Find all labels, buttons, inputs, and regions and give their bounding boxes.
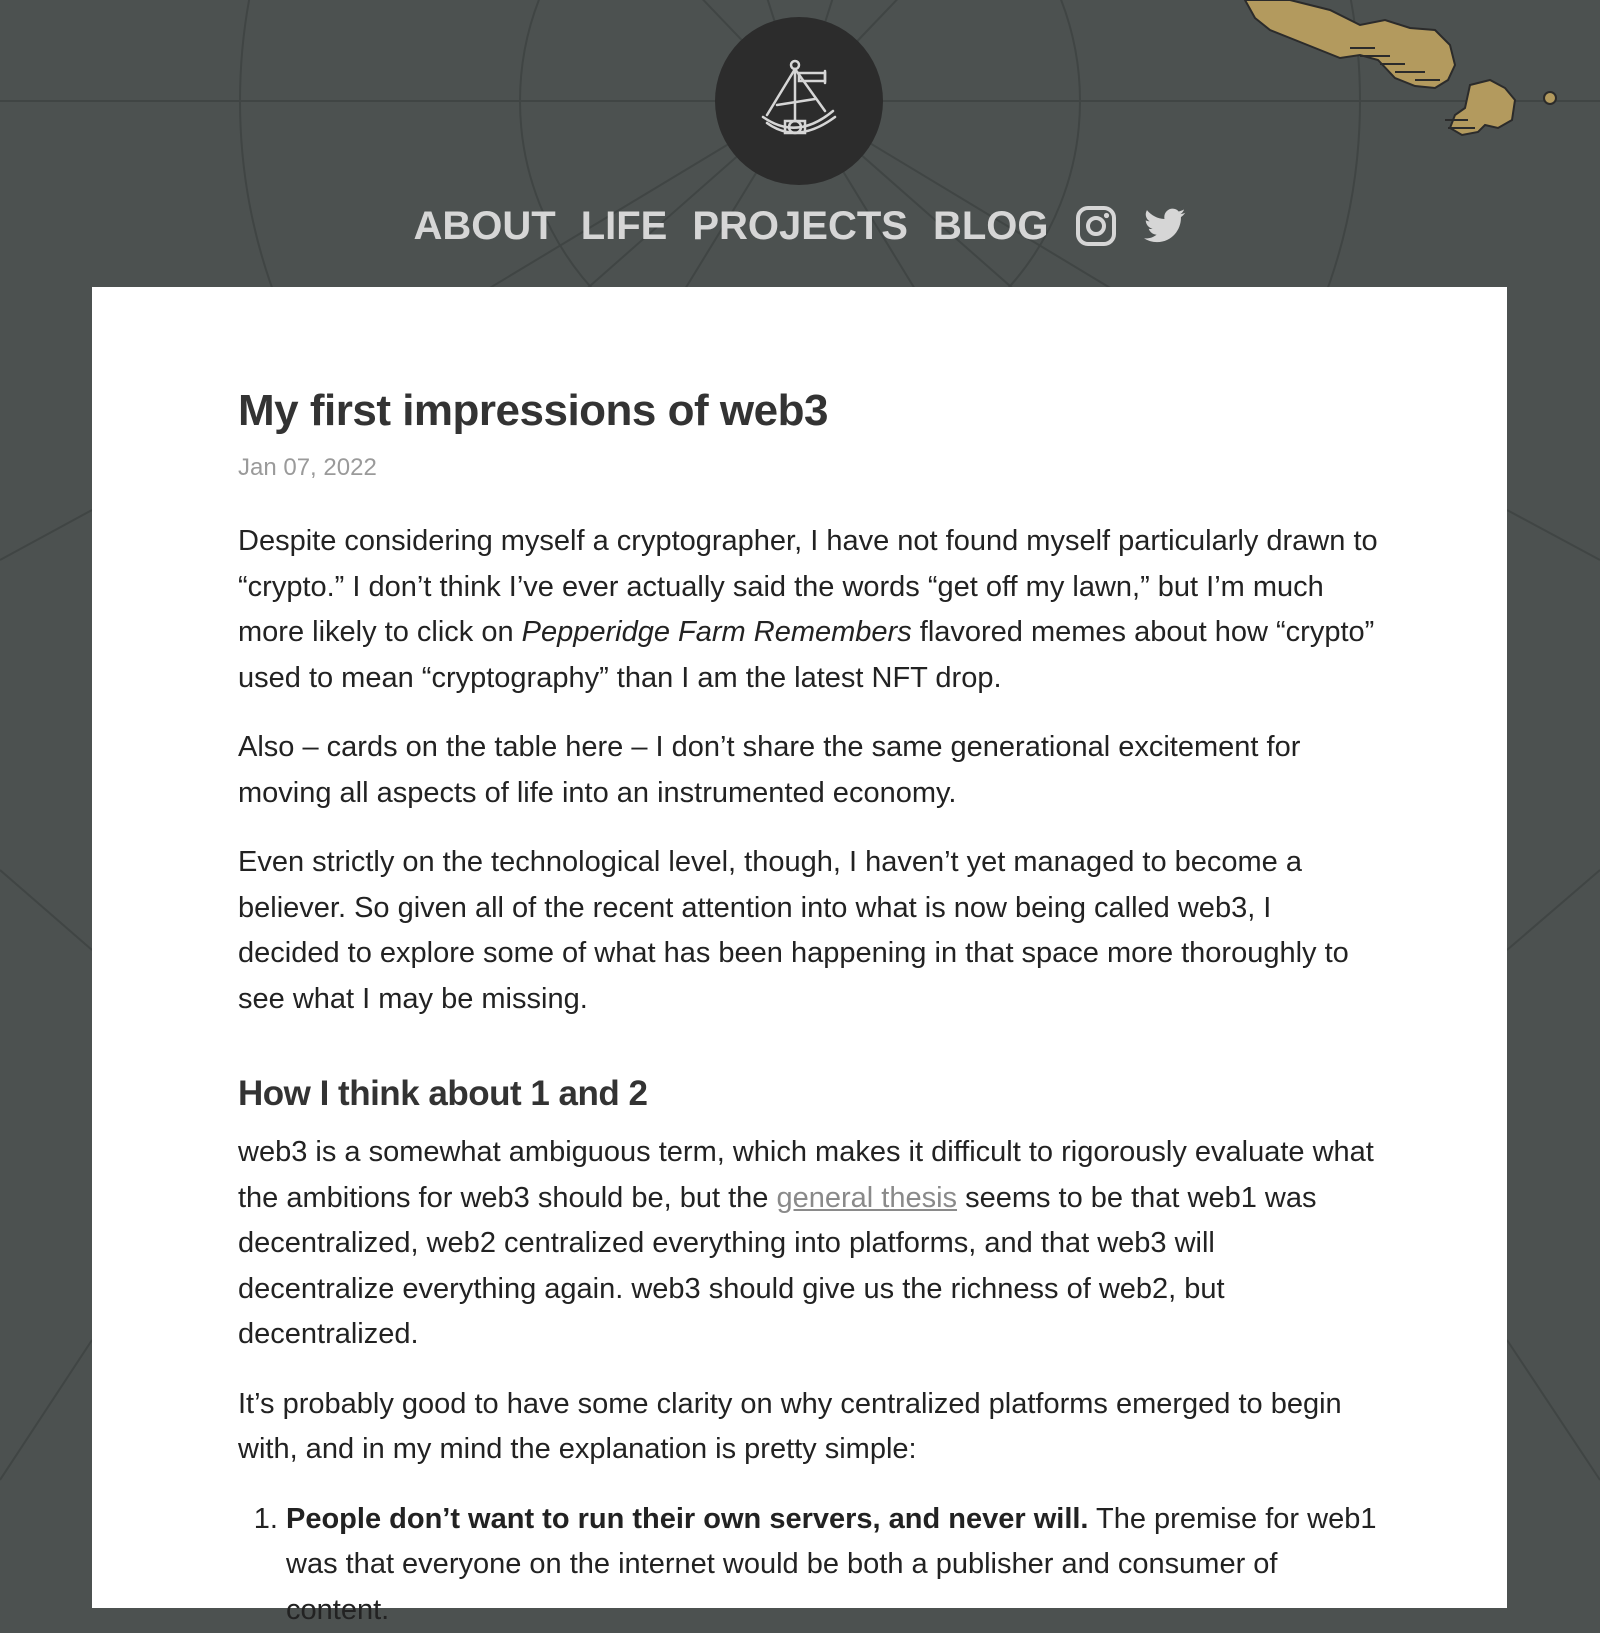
paragraph-intro-emphasis: Pepperidge Farm Remembers <box>522 616 912 648</box>
article-card <box>92 287 1507 1608</box>
paragraph-intro <box>238 519 1378 701</box>
instagram-link[interactable] <box>1074 204 1118 248</box>
sextant-icon <box>757 59 841 143</box>
paragraph-centralized-platforms: It’s probably good to have some clarity on why centralized platforms emerged to begin with, and in my mind the explanation is pretty simple: <box>238 1382 1378 1473</box>
nav-projects[interactable]: PROJECTS <box>692 198 908 254</box>
list-item-text: The premise for web1 was that everyone on the internet would be both a publisher and consumer of content. <box>286 1503 1376 1626</box>
nav-about[interactable]: ABOUT <box>413 198 555 254</box>
paragraph-thesis-text-b: seems to be that web1 was decentralized, web2 centralized everything into platforms, and that web3 will decentralize everything again. web3 should give us the richness of web2, but decentralized. <box>238 1182 1317 1351</box>
section-heading: How I think about 1 and 2 <box>238 1070 1378 1118</box>
main-nav <box>0 198 1600 254</box>
list-item-bold: People don’t want to run their own servers, and never will. <box>286 1503 1088 1535</box>
paragraph-thesis <box>238 1130 1378 1358</box>
article-title: My first impressions of web3 <box>238 385 1378 437</box>
nav-blog[interactable]: BLOG <box>933 198 1049 254</box>
paragraph-thesis-text-a: web3 is a somewhat ambiguous term, which makes it difficult to rigorously evaluate what the ambitions for web3 should be, but the <box>238 1136 1374 1214</box>
article-date: Jan 07, 2022 <box>238 453 1378 483</box>
instagram-icon <box>1075 205 1117 247</box>
site-logo[interactable] <box>715 17 883 185</box>
twitter-icon <box>1144 208 1186 244</box>
paragraph-cards-on-table: Also – cards on the table here – I don’t share the same generational excitement for moving all aspects of life into an instrumented economy. <box>238 725 1378 816</box>
twitter-link[interactable] <box>1143 204 1187 248</box>
paragraph-intro-text-a: Despite considering myself a cryptographer, I have not found myself particularly drawn to “crypto.” I don’t think I’ve ever actually said the words “get off my lawn,” but I’m much more likely to click on <box>238 525 1378 648</box>
nav-life[interactable]: LIFE <box>581 198 668 254</box>
reasons-list <box>238 1497 1378 1633</box>
article <box>238 385 1378 1633</box>
list-item <box>286 1497 1378 1633</box>
paragraph-intro-text-b: flavored memes about how “crypto” used to mean “cryptography” than I am the latest NFT drop. <box>238 616 1374 694</box>
general-thesis-link[interactable]: general thesis <box>776 1182 957 1214</box>
paragraph-believer: Even strictly on the technological level, though, I haven’t yet managed to become a believer. So given all of the recent attention into what is now being called web3, I decided to explore some of what has been happening in that space more thoroughly to see what I may be missing. <box>238 840 1378 1022</box>
site-header <box>0 0 1600 286</box>
